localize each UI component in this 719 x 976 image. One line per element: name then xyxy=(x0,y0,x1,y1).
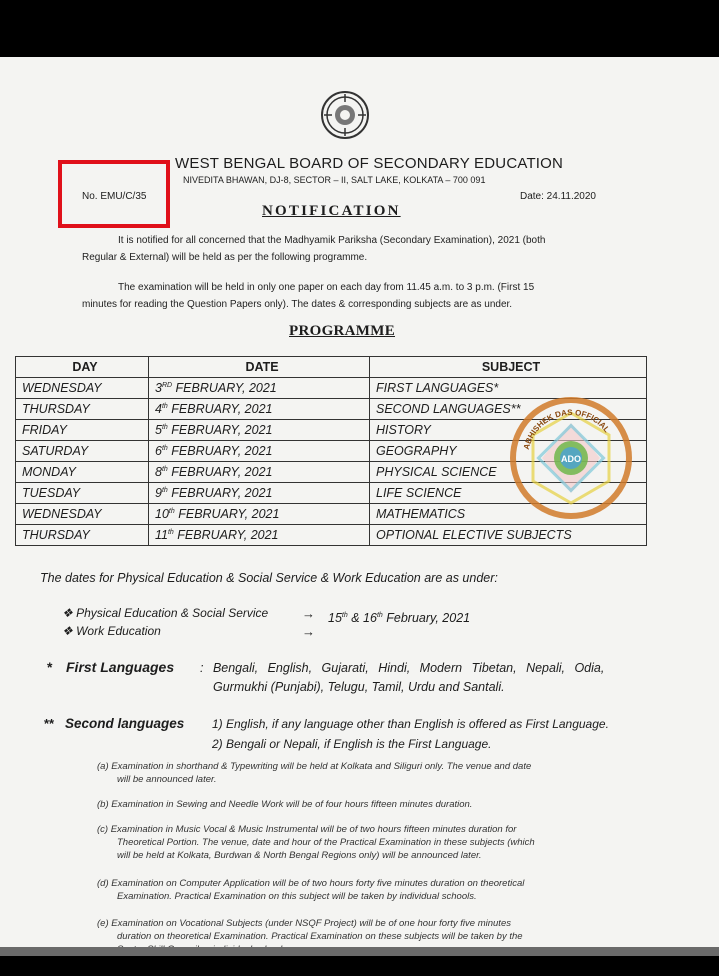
diamond-bullet-icon: ❖ xyxy=(62,606,73,620)
cell-subject: SECOND LANGUAGES** xyxy=(370,399,647,420)
cell-date: 8th FEBRUARY, 2021 xyxy=(149,462,370,483)
intro-para-1-line-2: Regular & External) will be held as per the following programme. xyxy=(82,252,368,263)
cell-day: MONDAY xyxy=(16,462,149,483)
board-emblem-icon xyxy=(320,90,370,140)
cell-subject: LIFE SCIENCE xyxy=(370,483,647,504)
cell-subject: GEOGRAPHY xyxy=(370,441,647,462)
cell-date: 4th FEBRUARY, 2021 xyxy=(149,399,370,420)
arrow-icon: → xyxy=(302,606,315,621)
special-dates-intro: The dates for Physical Education & Social Service & Work Education are as under: xyxy=(40,571,498,585)
cell-subject: PHYSICAL SCIENCE xyxy=(370,462,647,483)
special-item-2-label: Work Education xyxy=(76,624,161,638)
cell-date: 10th FEBRUARY, 2021 xyxy=(149,504,370,525)
table-header-row xyxy=(16,357,647,378)
second-languages-label: Second languages xyxy=(65,716,185,731)
first-languages-label: First Languages xyxy=(66,659,175,675)
cell-date: 11th FEBRUARY, 2021 xyxy=(149,525,370,546)
cell-day: WEDNESDAY xyxy=(16,378,149,399)
cell-date: 3RD FEBRUARY, 2021 xyxy=(149,378,370,399)
cell-date: 9th FEBRUARY, 2021 xyxy=(149,483,370,504)
double-asterisk-mark: ** xyxy=(44,716,55,731)
header-day: DAY xyxy=(16,357,149,378)
top-black-bar xyxy=(0,0,719,57)
header-subject: SUBJECT xyxy=(370,357,647,378)
special-item-2 xyxy=(62,624,161,638)
notification-title: NOTIFICATION xyxy=(262,203,401,219)
note-e-line-1: (e) Examination on Vocational Subjects (under NSQF Project) will be of one hour forty five minutes xyxy=(97,918,511,929)
cell-subject: HISTORY xyxy=(370,420,647,441)
cell-date: 6th FEBRUARY, 2021 xyxy=(149,441,370,462)
note-d-line-2: Examination. Practical Examination on this subject will be taken by individual schools. xyxy=(117,891,477,902)
highlight-box xyxy=(58,160,170,228)
cell-date: 5th FEBRUARY, 2021 xyxy=(149,420,370,441)
cell-day: THURSDAY xyxy=(16,399,149,420)
note-c-line-3: will be held at Kolkata, Burdwan & North Bengal Regions only) will be announced later. xyxy=(117,850,482,861)
notice-date: Date: 24.11.2020 xyxy=(520,191,596,202)
channel-logo-watermark xyxy=(508,395,634,521)
cell-day: THURSDAY xyxy=(16,525,149,546)
first-languages-line-1: : Bengali, English, Gujarati, Hindi, Modern Tibetan, Nepali, Odia, xyxy=(200,661,605,675)
second-languages-line-1: 1) English, if any language other than English is offered as First Language. xyxy=(212,717,609,731)
cell-day: SATURDAY xyxy=(16,441,149,462)
notice-page xyxy=(0,57,719,947)
table-row xyxy=(16,525,647,546)
reference-number: No. EMU/C/35 xyxy=(82,191,147,202)
board-name: WEST BENGAL BOARD OF SECONDARY EDUCATION xyxy=(175,155,564,172)
cell-subject: FIRST LANGUAGES* xyxy=(370,378,647,399)
intro-para-1-line-1: It is notified for all concerned that the Madhyamik Pariksha (Secondary Examination), 2021 (both xyxy=(118,235,546,246)
special-item-1-label: Physical Education & Social Service xyxy=(76,606,269,620)
programme-title: PROGRAMME xyxy=(289,323,396,339)
watermark-inner-text: ADO xyxy=(561,454,581,464)
cell-day: FRIDAY xyxy=(16,420,149,441)
cell-subject: MATHEMATICS xyxy=(370,504,647,525)
bottom-grey-strip xyxy=(0,947,719,956)
note-b-line-1: (b) Examination in Sewing and Needle Work will be of four hours fifteen minutes duration. xyxy=(97,799,473,810)
note-e-line-2: duration on theoretical Examination. Practical Examination on these subjects will be taken by the xyxy=(117,931,523,942)
special-dates-value: 15th & 16th February, 2021 xyxy=(328,611,471,625)
cell-subject: OPTIONAL ELECTIVE SUBJECTS xyxy=(370,525,647,546)
cell-day: WEDNESDAY xyxy=(16,504,149,525)
note-d-line-1: (d) Examination on Computer Application will be of two hours forty five minutes duration on theoretical xyxy=(97,878,525,889)
board-address: NIVEDITA BHAWAN, DJ-8, SECTOR – II, SALT LAKE, KOLKATA – 700 091 xyxy=(183,175,486,185)
asterisk-mark: * xyxy=(47,659,53,675)
intro-para-2-line-1: The examination will be held in only one paper on each day from 11.45 a.m. to 3 p.m. (First 15 xyxy=(118,282,535,293)
diamond-bullet-icon: ❖ xyxy=(62,624,73,638)
note-a-line-2: will be announced later. xyxy=(117,774,217,785)
arrow-icon: → xyxy=(302,624,315,639)
intro-para-2-line-2: minutes for reading the Question Papers only). The dates & corresponding subjects are as under. xyxy=(82,299,513,310)
second-languages-line-2: 2) Bengali or Nepali, if English is the First Language. xyxy=(212,737,492,751)
note-c-line-2: Theoretical Portion. The venue, date and hour of the Practical Examination in these subjects (which xyxy=(117,837,535,848)
first-languages-line-2: Gurmukhi (Punjabi), Telugu, Tamil, Urdu and Santali. xyxy=(213,680,505,694)
cell-day: TUESDAY xyxy=(16,483,149,504)
note-c-line-1: (c) Examination in Music Vocal & Music Instrumental will be of two hours fifteen minutes duration for xyxy=(97,824,517,835)
note-a-line-1: (a) Examination in shorthand & Typewriting will be held at Kolkata and Siliguri only. The venue and date xyxy=(97,761,532,772)
header-date: DATE xyxy=(149,357,370,378)
special-item-1 xyxy=(62,606,268,620)
watermark-text: ABHISHEK DAS OFFICIAL xyxy=(521,407,612,451)
